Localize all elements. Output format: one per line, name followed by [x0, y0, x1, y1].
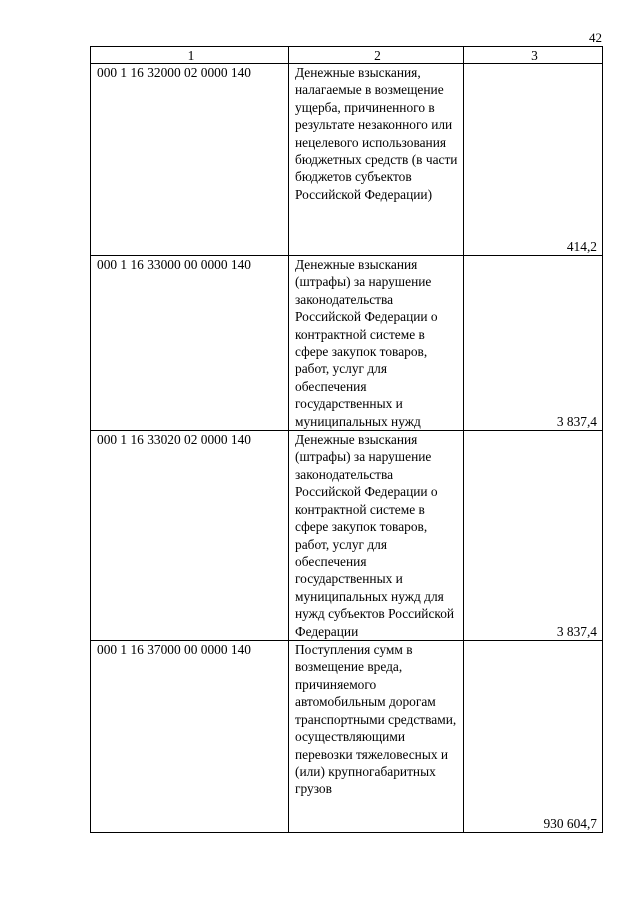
budget-code-cell: 000 1 16 37000 00 0000 140: [91, 641, 289, 833]
description-cell: Денежные взыскания (штрафы) за нарушение законодательства Российской Федерации о контрактной системе в сфере закупок товаров, работ, услуг для обеспечения государственных и муниципальных нужд: [289, 256, 464, 431]
table-row: [91, 64, 603, 256]
amount-cell: 414,2: [464, 64, 603, 256]
budget-code-cell: 000 1 16 33000 00 0000 140: [91, 256, 289, 431]
page-number: 42: [589, 30, 602, 45]
description-cell: Поступления сумм в возмещение вреда, причиняемого автомобильным дорогам транспортными средствами, осуществляющими перевозки тяжеловесных и (или) крупногабаритных грузов: [289, 641, 464, 833]
budget-revenue-table: [90, 46, 603, 833]
table-row: [91, 256, 603, 431]
table-row: [91, 431, 603, 641]
budget-code-cell: 000 1 16 33020 02 0000 140: [91, 431, 289, 641]
table-header-row: [91, 47, 603, 64]
description-cell: Денежные взыскания (штрафы) за нарушение законодательства Российской Федерации о контрактной системе в сфере закупок товаров, работ, услуг для обеспечения государственных и муниципальных нужд для нужд субъектов Российской Федерации: [289, 431, 464, 641]
table-row: [91, 641, 603, 833]
column-header-2: 2: [289, 47, 464, 64]
amount-cell: 930 604,7: [464, 641, 603, 833]
budget-code-cell: 000 1 16 32000 02 0000 140: [91, 64, 289, 256]
amount-cell: 3 837,4: [464, 256, 603, 431]
description-cell: Денежные взыскания, налагаемые в возмещение ущерба, причиненного в результате незаконного или нецелевого использования бюджетных средств (в части бюджетов субъектов Российской Федерации): [289, 64, 464, 256]
column-header-1: 1: [91, 47, 289, 64]
column-header-3: 3: [464, 47, 603, 64]
amount-cell: 3 837,4: [464, 431, 603, 641]
